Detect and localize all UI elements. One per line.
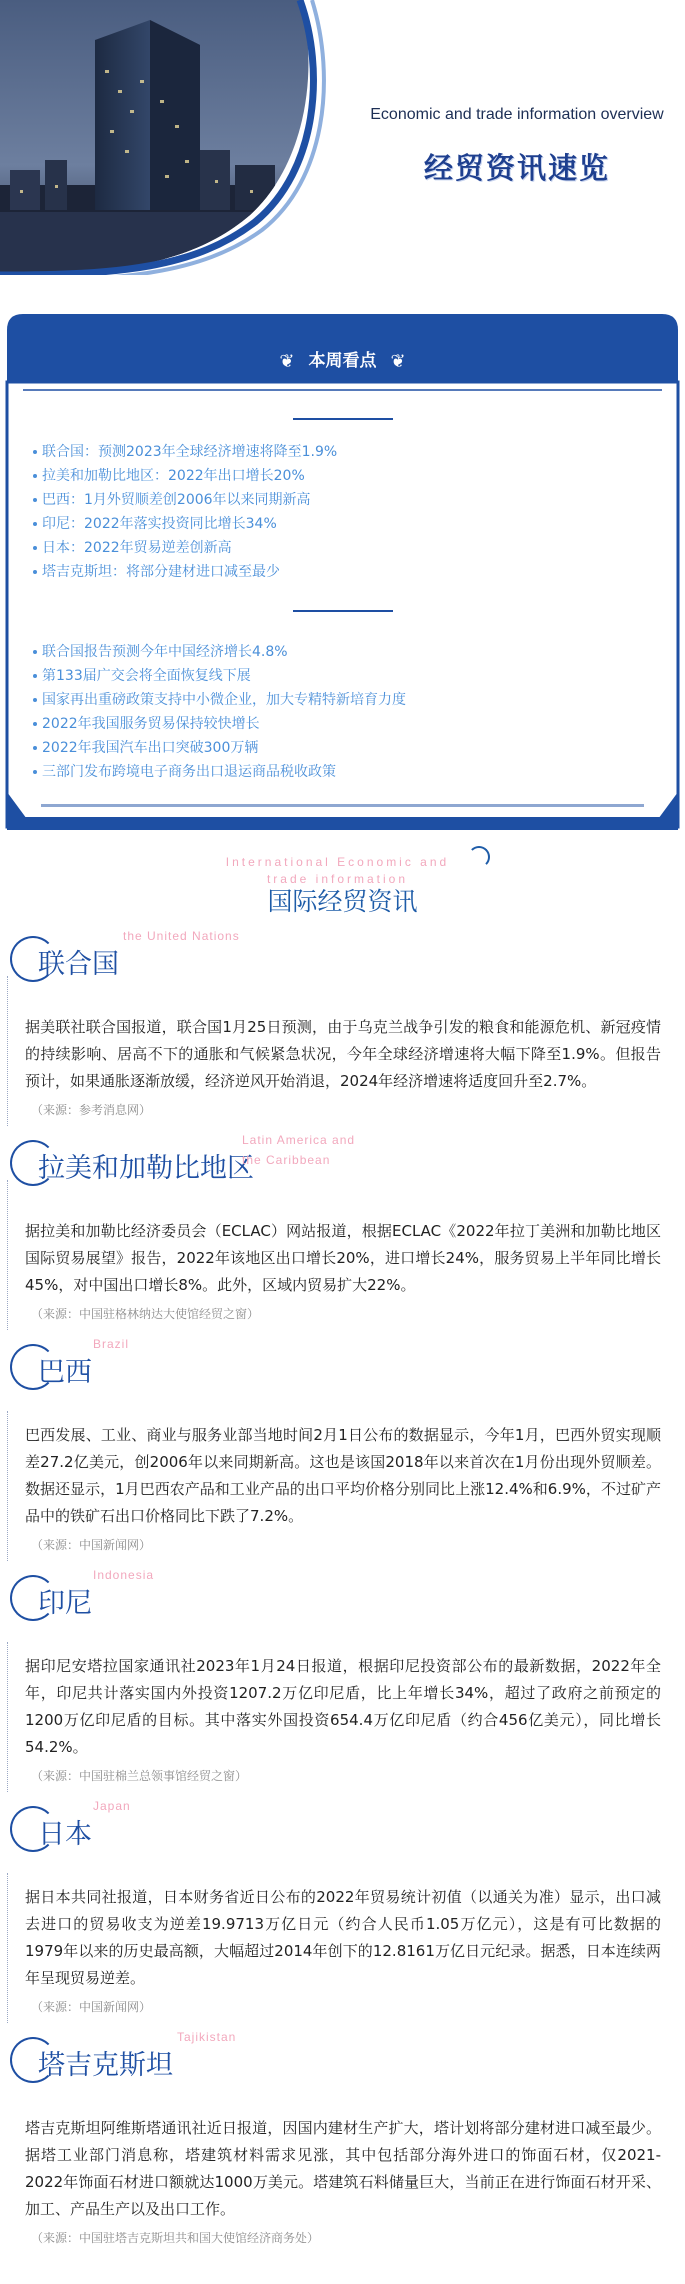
- section-title-cn: 国际经贸资讯: [267, 887, 418, 916]
- highlight-item[interactable]: 第133届广交会将全面恢复线下展: [33, 664, 406, 688]
- dotted-divider: [7, 1180, 8, 1330]
- laurel-right-icon: ❦: [390, 350, 406, 372]
- article-title-en: Tajikistan: [177, 2030, 237, 2044]
- article-title: 印尼: [38, 1588, 92, 1619]
- bullet-icon: [33, 498, 37, 502]
- bullet-icon: [33, 770, 37, 774]
- article-header: [5, 1792, 661, 1868]
- article-un: [0, 922, 685, 1126]
- dotted-divider: [7, 1411, 8, 1561]
- article-body: 据拉美和加勒比经济委员会（ECLAC）网站报道，根据ECLAC《2022年拉丁美洲和加勒比地区国际贸易展望》报告，2022年该地区出口增长20%，进口增长24%，服务贸易上半年同比增长45%，对中国出口增长8%。此外，区域内贸易扩大22%。: [25, 1222, 661, 1294]
- article-title-en: Latin America and the Caribbean: [242, 1133, 356, 1167]
- article-title: 拉美和加勒比地区: [38, 1153, 254, 1184]
- news-list: [0, 922, 685, 2284]
- article-body: 据美联社联合国报道，联合国1月25日预测，由于乌克兰战争引发的粮食和能源危机、新冠疫情的持续影响、居高不下的通胀和气候紧急状况，今年全球经济增速将大幅下降至1.9%。但报告预计，如果通胀逐渐放缓，经济逆风开始消退，2024年经济增速将适度回升至2.7%。: [25, 1018, 661, 1090]
- article-header: [5, 2023, 661, 2099]
- highlight-item[interactable]: 国家再出重磅政策支持中小微企业，加大专精特新培育力度: [33, 688, 406, 712]
- article-source: （来源：参考消息网）: [31, 1103, 152, 1117]
- article-header: [5, 1126, 661, 1202]
- highlight-item[interactable]: 2022年我国汽车出口突破300万辆: [33, 736, 406, 760]
- dotted-divider: [7, 1873, 8, 2023]
- highlights-title-text: 本周看点: [308, 351, 377, 371]
- article-body: 巴西发展、工业、商业与服务业部当地时间2月1日公布的数据显示，今年1月，巴西外贸实现顺差27.2亿美元，创2006年以来同期新高。这也是该国2018年以来首次在1月份出现外贸顺差。数据还显示，1月巴西农产品和工业产品的出口平均价格分别同比上涨12.4%和6.9%，不过矿产品中的铁矿石出口价格同比下跌了7.2%。: [25, 1426, 661, 1525]
- dotted-divider: [7, 1642, 8, 1792]
- bullet-icon: [33, 570, 37, 574]
- article-title: 联合国: [38, 949, 119, 980]
- article-title: 日本: [38, 1819, 92, 1850]
- highlights-divider-top: [293, 418, 393, 420]
- article-indonesia: [0, 1561, 685, 1792]
- bullet-icon: [33, 474, 37, 478]
- article-title-en: the United Nations: [123, 929, 240, 943]
- bullet-icon: [33, 674, 37, 678]
- article-title: 巴西: [38, 1357, 92, 1388]
- article-body: 据印尼安塔拉国家通讯社2023年1月24日报道，根据印尼投资部公布的最新数据，2022年全年，印尼共计落实国内外投资1207.2万亿印尼盾，比上年增长34%，超过了政府之前预定的1200万亿印尼盾的目标。其中落实外国投资654.4万亿印尼盾（约合456亿美元），同比增长54.2%。: [25, 1657, 661, 1756]
- section-heading: [0, 844, 685, 922]
- article-latam: [0, 1126, 685, 1330]
- article-header: [5, 1330, 661, 1406]
- highlight-item[interactable]: 联合国报告预测今年中国经济增长4.8%: [33, 640, 406, 664]
- article-header: [5, 922, 661, 998]
- highlight-item[interactable]: 2022年我国服务贸易保持较快增长: [33, 712, 406, 736]
- header-title-en: Economic and trade information overview: [370, 106, 664, 123]
- highlight-item[interactable]: 拉美和加勒比地区：2022年出口增长20%: [33, 464, 337, 488]
- highlights-list-domestic: [33, 640, 406, 784]
- bullet-icon: [33, 698, 37, 702]
- bullet-icon: [33, 722, 37, 726]
- article-source: （来源：中国新闻网）: [31, 1538, 152, 1552]
- article-source: （来源：中国驻棉兰总领事馆经贸之窗）: [31, 1769, 248, 1783]
- bullet-icon: [33, 650, 37, 654]
- article-brazil: [0, 1330, 685, 1561]
- highlight-item[interactable]: 三部门发布跨境电子商务出口退运商品税收政策: [33, 760, 406, 784]
- circle-ornament-icon: [468, 846, 490, 868]
- article-title-en: Japan: [93, 1799, 131, 1813]
- article-japan: [0, 1792, 685, 2023]
- highlights-list-international: [33, 440, 337, 584]
- highlight-item[interactable]: 联合国：预测2023年全球经济增速将降至1.9%: [33, 440, 337, 464]
- header-title-cn: 经贸资讯速览: [423, 151, 610, 185]
- bullet-icon: [33, 746, 37, 750]
- article-source: （来源：中国驻塔吉克斯坦共和国大使馆经济商务处）: [31, 2231, 320, 2245]
- header-banner: [0, 0, 685, 290]
- article-tajikistan: [0, 2023, 685, 2254]
- article-body: 据日本共同社报道，日本财务省近日公布的2022年贸易统计初值（以通关为准）显示，出口减去进口的贸易收支为逆差19.9713万亿日元（约合人民币1.05万亿元），这是有可比数据的1979年以来的历史最高额，大幅超过2014年创下的12.8161万亿日元纪录。据悉，日本连续两年呈现贸易逆差。: [25, 1888, 661, 1987]
- bullet-icon: [33, 450, 37, 454]
- article-title-en: Indonesia: [93, 1568, 155, 1582]
- highlight-item[interactable]: 日本：2022年贸易逆差创新高: [33, 536, 337, 560]
- highlights-divider-middle: [293, 610, 393, 612]
- article-title-en: Brazil: [93, 1337, 130, 1351]
- bullet-icon: [33, 546, 37, 550]
- highlight-item[interactable]: 印尼：2022年落实投资同比增长34%: [33, 512, 337, 536]
- article-body: 塔吉克斯坦阿维斯塔通讯社近日报道，因国内建材生产扩大，塔计划将部分建材进口减至最少。据塔工业部门消息称，塔建筑材料需求见涨，其中包括部分海外进口的饰面石材，仅2021-2022年饰面石材进口额就达1000万美元。塔建筑石料储量巨大，当前正在进行饰面石材开采、加工、产品生产以及出口工作。: [25, 2119, 661, 2218]
- highlight-item[interactable]: 塔吉克斯坦：将部分建材进口减至最少: [33, 560, 337, 584]
- highlights-panel: [5, 312, 680, 832]
- article-source: （来源：中国新闻网）: [31, 2000, 152, 2014]
- laurel-left-icon: ❦: [279, 350, 295, 372]
- highlight-item[interactable]: 巴西：1月外贸顺差创2006年以来同期新高: [33, 488, 337, 512]
- highlights-title: [5, 346, 680, 372]
- article-title: 塔吉克斯坦: [38, 2050, 173, 2081]
- bullet-icon: [33, 522, 37, 526]
- article-source: （来源：中国驻格林纳达大使馆经贸之窗）: [31, 1307, 260, 1321]
- article-header: [5, 1561, 661, 1637]
- section-title-en: International Economic and trade information: [225, 855, 450, 886]
- dotted-divider: [7, 976, 8, 1126]
- skyscraper-photo: [0, 0, 330, 275]
